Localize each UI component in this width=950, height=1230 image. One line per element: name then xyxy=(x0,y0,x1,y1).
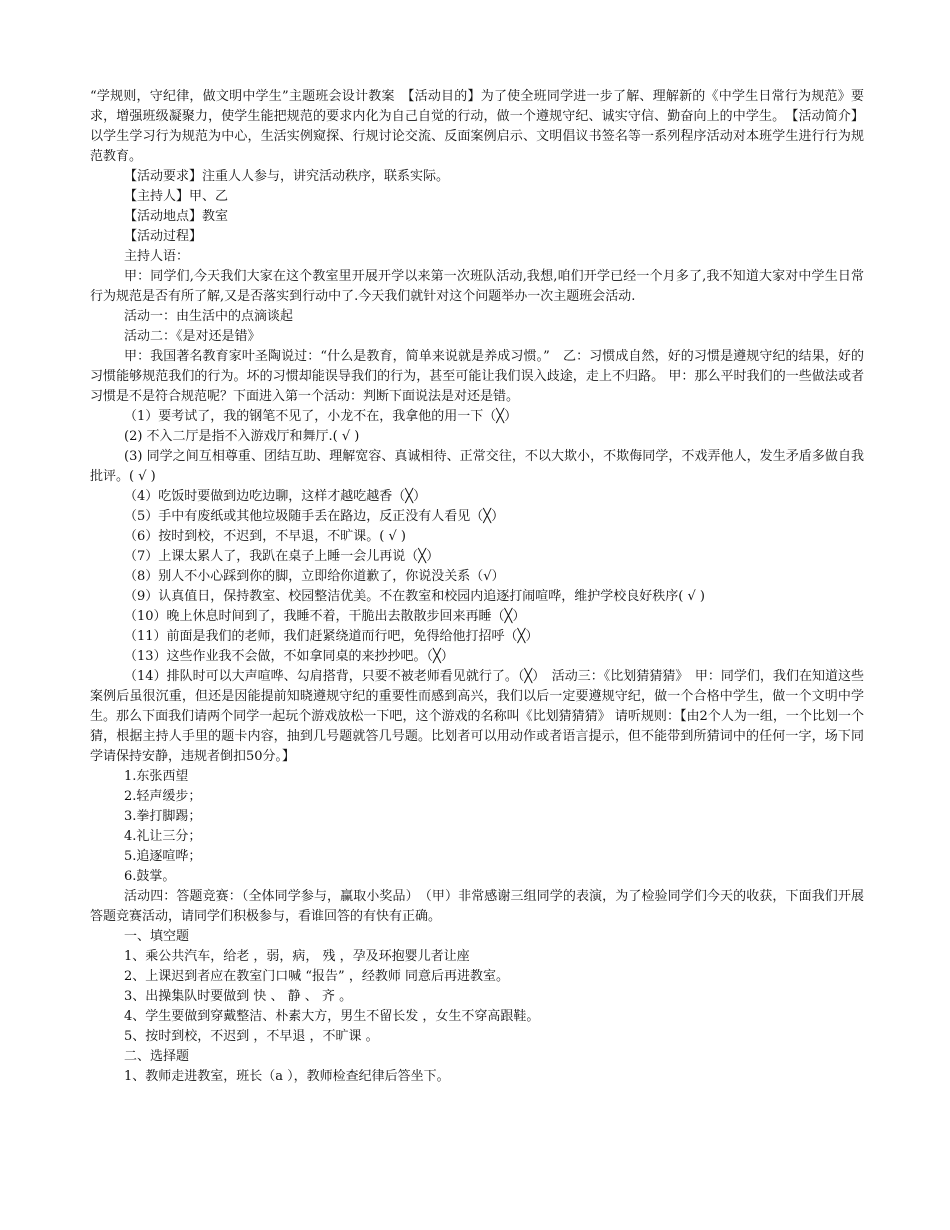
fill-in-item: 4、学生要做到穿戴整洁、朴素大方，男生不留长发 ，女生不穿高跟鞋。 xyxy=(124,1009,540,1024)
activity-process-heading: 【活动过程】 xyxy=(124,229,203,244)
activity-two-heading: 活动二：《是对还是错》 xyxy=(124,329,261,344)
guess-word-item: 6.鼓掌。 xyxy=(124,869,176,884)
activity-location: 【活动地点】教室 xyxy=(124,209,229,224)
choice-heading: 二、选择题 xyxy=(124,1049,190,1064)
fill-in-item: 5、按时到校，不迟到 ，不早退 ，不旷课 。 xyxy=(124,1029,379,1044)
judgment-item-14-and-activity-three: （14）排队时可以大声喧哗、勾肩搭背，只要不被老师看见就行了。（╳） 活动三：《比划猜猜猜》 甲：同学们，我们在知道这些案例后虽很沉重，但还是因能提前知晓遵规守纪的重要性而感到高兴，我们以后一定要遵规守纪，做一个合格中学生，做一个文明中学生。那么下面我们请两个同学一起玩个游戏放松一下吧，这个游戏的名称叫《比划猜猜猜》 请听规则：【由2个人为一组，一个比划一个猜，根据主持人手里的题卡内容，抽到几号题就答几号题。比划者可以用动作或者语言提示，但不能带到所猜词中的任何一字，场下同学请保持安静，违规者倒扣50分。】 xyxy=(90,669,864,764)
judgment-item: （4）吃饭时要做到边吃边聊，这样才越吃越香（╳） xyxy=(124,489,427,504)
judgment-item: (3) 同学之间互相尊重、团结互助、理解宽容、真诚相待、正常交往，不以大欺小，不欺侮同学，不戏弄他人，发生矛盾多做自我批评。( √ ) xyxy=(90,449,864,484)
judgment-item: （11）前面是我们的老师，我们赶紧绕道而行吧，免得给他打招呼（╳） xyxy=(124,629,539,644)
guess-word-item: 5.追逐喧哗； xyxy=(124,849,202,864)
activity-hosts: 【主持人】甲、乙 xyxy=(124,189,229,204)
fill-in-item: 1、乘公共汽车，给老 ，弱，病， 残 ，孕及环抱婴儿者让座 xyxy=(124,949,470,964)
intro-paragraph: “学规则，守纪律，做文明中学生”主题班会设计教案 【活动目的】为了使全班同学进一步了解、理解新的《中学生日常行为规范》要求，增强班级凝聚力，使学生能把规范的要求内化为自己自觉的行动，做一个遵规守纪、诚实守信、勤奋向上的中学生。 【活动简介】以学生学习行为规范为中心，生活实例窥探、行规讨论交流、反面案例启示、文明倡议书签名等一系列程序活动对本班学生进行行为规范教育。 xyxy=(90,89,864,164)
judgment-item: （6）按时到校，不迟到，不早退，不旷课。( √ ) xyxy=(124,529,406,544)
fill-in-heading: 一、填空题 xyxy=(124,929,190,944)
judgment-item: （9）认真值日，保持教室、校园整洁优美。不在教室和校园内追逐打闹喧哗，维护学校良好秩序( √ ) xyxy=(124,589,705,604)
activity-requirements: 【活动要求】注重人人参与，讲究活动秩序，联系实际。 xyxy=(124,169,450,184)
activity-two-dialogue: 甲：我国著名教育家叶圣陶说过：“什么是教育，简单来说就是养成习惯。” 乙：习惯成自然，好的习惯是遵规守纪的结果，好的习惯能够规范我们的行为。坏的习惯却能误导我们的行为，甚至可能让我们误入歧途，走上不归路。 甲：那么平时我们的一些做法或者习惯是不是符合规范呢？下面进入第一个活动：判断下面说法是对还是错。 xyxy=(90,349,864,404)
judgment-item: （8）别人不小心踩到你的脚，立即给你道歉了，你说没关系（√） xyxy=(124,569,505,584)
guess-word-item: 3.拳打脚踢； xyxy=(124,809,202,824)
judgment-item: （7）上课太累人了，我趴在桌子上睡一会儿再说（╳） xyxy=(124,549,440,564)
host-words-label: 主持人语： xyxy=(124,249,190,264)
fill-in-item: 3、出操集队时要做到 快 、 静 、 齐 。 xyxy=(124,989,353,1004)
judgment-item: (2) 不入二厅是指不入游戏厅和舞厅.( √ ) xyxy=(124,429,360,444)
judgment-item: （1）要考试了，我的钢笔不见了，小龙不在，我拿他的用一下（╳） xyxy=(124,409,518,424)
fill-in-item: 2、上课迟到者应在教室门口喊 “报告” ，经教师 同意后再进教室。 xyxy=(124,969,509,984)
guess-word-item: 4.礼让三分； xyxy=(124,829,202,844)
guess-word-item: 2.轻声缓步； xyxy=(124,789,202,804)
choice-item: 1、教师走进教室，班长（a ），教师检查纪律后答坐下。 xyxy=(124,1069,450,1084)
activity-four-paragraph: 活动四：答题竞赛：（全体同学参与，赢取小奖品） （甲）非常感谢三组同学的表演，为了检验同学们今天的收获，下面我们开展答题竞赛活动，请同学们积极参与，看谁回答的有快有正确。 xyxy=(90,889,864,924)
judgment-item: （13）这些作业我不会做，不如拿同桌的来抄抄吧。（╳） xyxy=(124,649,454,664)
judgment-item: （10）晚上休息时间到了，我睡不着，干脆出去散散步回来再睡（╳） xyxy=(124,609,526,624)
guess-word-item: 1.东张西望 xyxy=(124,769,189,784)
activity-one-heading: 活动一：由生活中的点滴谈起 xyxy=(124,309,294,324)
opening-speech: 甲：同学们,今天我们大家在这个教室里开展开学以来第一次班队活动,我想,咱们开学已经一个月多了,我不知道大家对中学生日常行为规范是否有所了解,又是否落实到行动中了.今天我们就针对这个问题举办一次主题班会活动. xyxy=(90,269,864,304)
judgment-item: （5）手中有废纸或其他垃圾随手丢在路边，反正没有人看见（╳） xyxy=(124,509,505,524)
